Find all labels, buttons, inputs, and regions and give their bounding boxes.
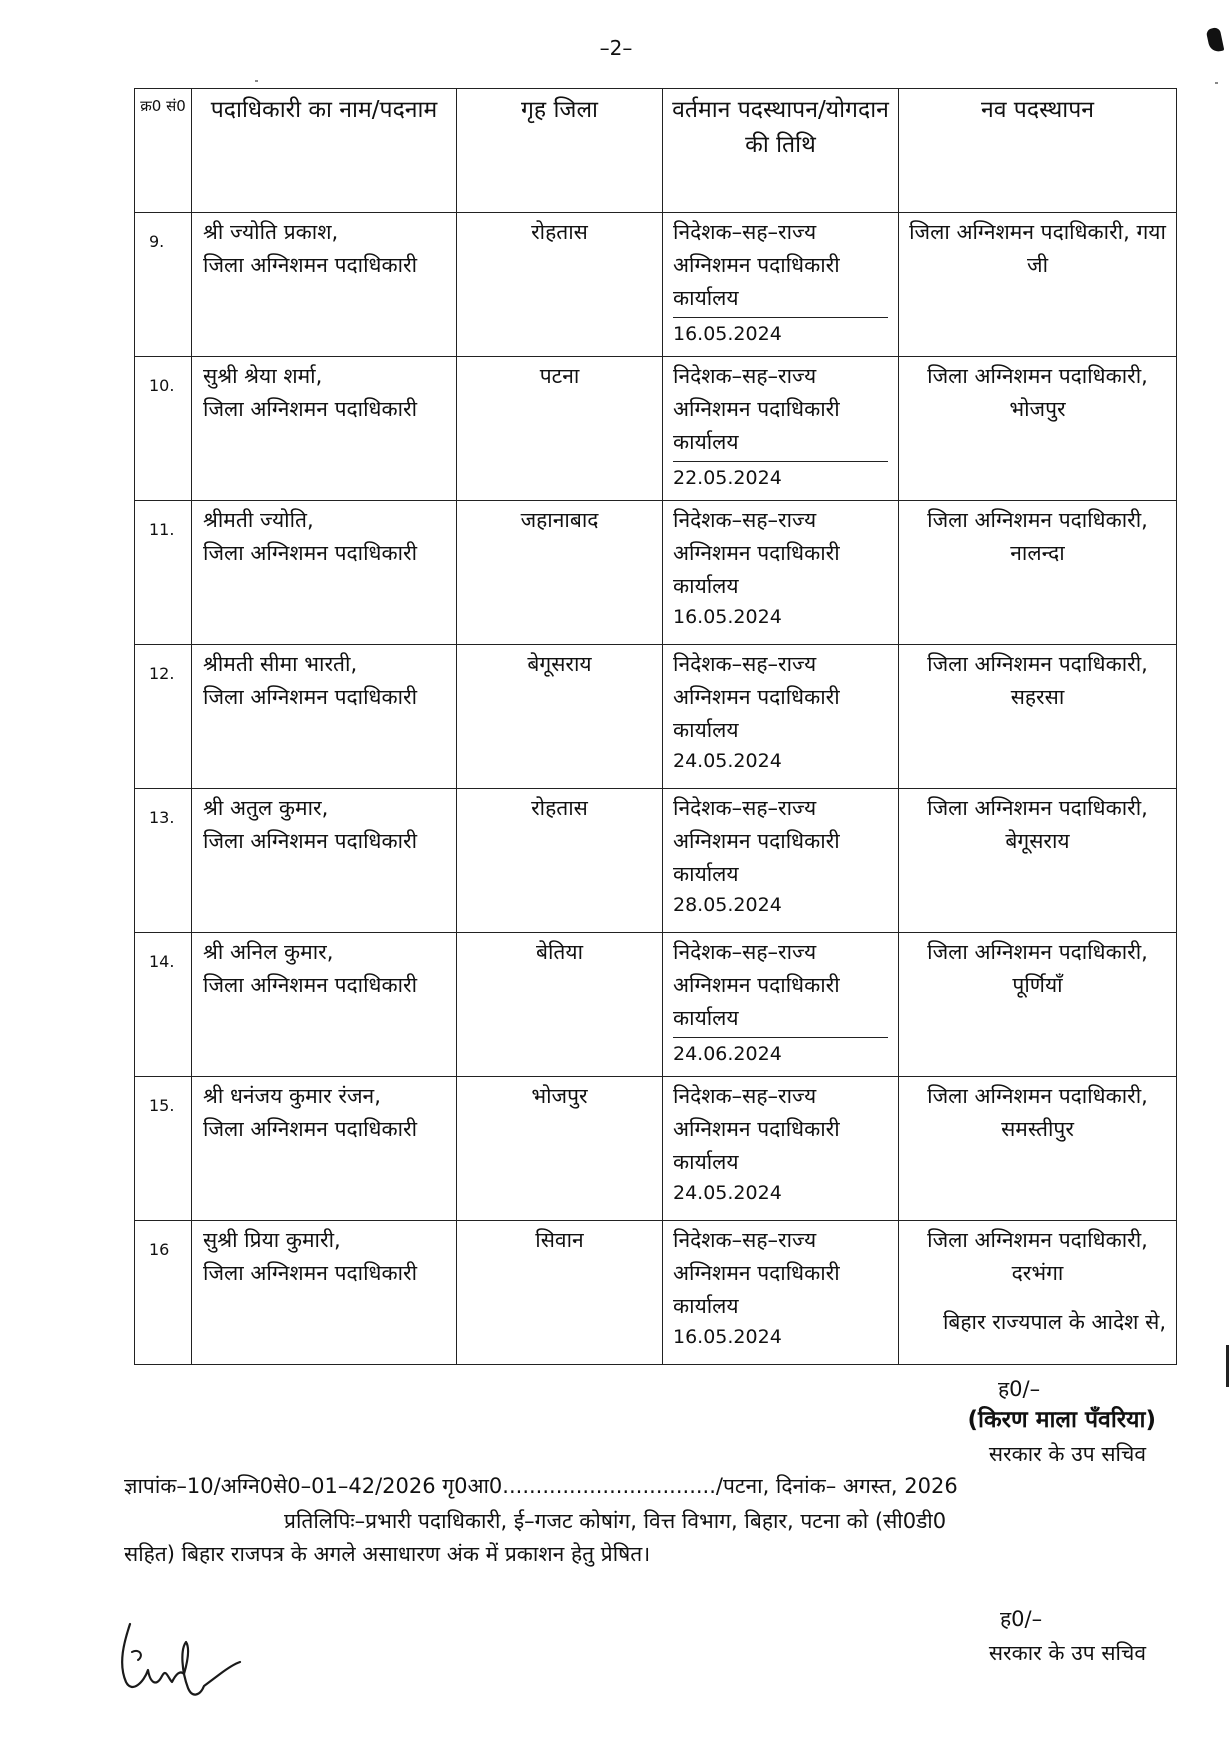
name-cell	[192, 645, 457, 789]
new-posting-cell: जिला अग्निशमन पदाधिकारी, भोजपुर	[899, 357, 1177, 501]
joining-date: 24.06.2024	[673, 1043, 782, 1065]
table-row	[135, 789, 1177, 933]
officer-name: सुश्री प्रिया कुमारी,	[203, 1228, 341, 1252]
new-posting-cell: जिला अग्निशमन पदाधिकारी, सहरसा	[899, 645, 1177, 789]
header-name: पदाधिकारी का नाम/पदनाम	[192, 89, 457, 213]
current-posting: निदेशक–सह–राज्य अग्निशमन पदाधिकारी कार्यालय	[673, 1084, 840, 1174]
home-district-cell: सिवान	[457, 1221, 663, 1365]
serial-cell: 16	[135, 1221, 192, 1365]
home-district-cell: रोहतास	[457, 213, 663, 357]
home-district-cell: बेतिया	[457, 933, 663, 1077]
serial-cell: 9.	[135, 213, 192, 357]
name-cell	[192, 933, 457, 1077]
margin-speck	[255, 80, 258, 82]
copy-to-line-1: प्रतिलिपिः–प्रभारी पदाधिकारी, ई–गजट कोषांग, वित्त विभाग, बिहार, पटना को (सी0डी0	[284, 1509, 947, 1533]
current-posting: निदेशक–सह–राज्य अग्निशमन पदाधिकारी कार्यालय	[673, 1228, 840, 1318]
joining-date: 22.05.2024	[673, 467, 782, 489]
officer-name: (किरण माला पँवरिया)	[967, 1407, 1156, 1433]
table-row	[135, 933, 1177, 1077]
current-posting-cell	[663, 501, 899, 645]
transfer-table	[134, 88, 1177, 1365]
copy-to-line-2: सहित) बिहार राजपत्र के अगले असाधारण अंक में प्रकाशन हेतु प्रेषित।	[124, 1542, 651, 1566]
joining-date: 16.05.2024	[673, 606, 782, 628]
memo-officer-title: सरकार के उप सचिव	[988, 1641, 1146, 1665]
officer-designation: जिला अग्निशमन पदाधिकारी	[203, 1117, 418, 1141]
new-posting-cell: जिला अग्निशमन पदाधिकारी, समस्तीपुर	[899, 1077, 1177, 1221]
serial-cell: 11.	[135, 501, 192, 645]
officer-designation: जिला अग्निशमन पदाधिकारी	[203, 541, 418, 565]
joining-date: 24.05.2024	[673, 1182, 782, 1204]
officer-name: श्रीमती सीमा भारती,	[203, 652, 358, 676]
header-serial: क्र0 सं0	[135, 89, 192, 213]
name-cell	[192, 1221, 457, 1365]
current-posting-cell	[663, 213, 899, 357]
current-posting: निदेशक–सह–राज्य अग्निशमन पदाधिकारी कार्यालय	[673, 940, 840, 1030]
name-cell	[192, 789, 457, 933]
current-posting-cell	[663, 933, 899, 1077]
officer-title: सरकार के उप सचिव	[988, 1442, 1146, 1466]
officer-designation: जिला अग्निशमन पदाधिकारी	[203, 973, 418, 997]
current-posting-cell	[663, 645, 899, 789]
officer-name: श्री धनंजय कुमार रंजन,	[203, 1084, 381, 1108]
memo-reference: ज्ञापांक–10/अग्नि0से0–01–42/2026 गृ0आ0................................/पटना, दिनांक– अगस्त, 2026	[124, 1474, 958, 1498]
new-posting-cell: जिला अग्निशमन पदाधिकारी, दरभंगा	[899, 1221, 1177, 1365]
current-posting-cell	[663, 1221, 899, 1365]
joining-date: 16.05.2024	[673, 1326, 782, 1348]
new-posting-cell: जिला अग्निशमन पदाधिकारी, पूर्णियाँ	[899, 933, 1177, 1077]
current-posting: निदेशक–सह–राज्य अग्निशमन पदाधिकारी कार्यालय	[673, 508, 840, 598]
officer-name: श्री अनिल कुमार,	[203, 940, 334, 964]
table-row	[135, 645, 1177, 789]
name-cell	[192, 213, 457, 357]
home-district-cell: भोजपुर	[457, 1077, 663, 1221]
order-authority: बिहार राज्यपाल के आदेश से,	[942, 1310, 1166, 1334]
current-posting: निदेशक–सह–राज्य अग्निशमन पदाधिकारी कार्यालय	[673, 220, 840, 310]
handwritten-initials	[110, 1612, 250, 1702]
current-posting-cell	[663, 357, 899, 501]
officer-name: श्री ज्योति प्रकाश,	[203, 220, 339, 244]
serial-cell: 12.	[135, 645, 192, 789]
home-district-cell: बेगूसराय	[457, 645, 663, 789]
table-row	[135, 501, 1177, 645]
current-posting: निदेशक–सह–राज्य अग्निशमन पदाधिकारी कार्यालय	[673, 364, 840, 454]
name-cell	[192, 501, 457, 645]
current-posting: निदेशक–सह–राज्य अग्निशमन पदाधिकारी कार्यालय	[673, 796, 840, 886]
officer-designation: जिला अग्निशमन पदाधिकारी	[203, 829, 418, 853]
home-district-cell: जहानाबाद	[457, 501, 663, 645]
new-posting-cell: जिला अग्निशमन पदाधिकारी, बेगूसराय	[899, 789, 1177, 933]
header-current-posting: वर्तमान पदस्थापन/योगदान की तिथि	[663, 89, 899, 213]
joining-date: 16.05.2024	[673, 323, 782, 345]
table-row	[135, 213, 1177, 357]
joining-date: 28.05.2024	[673, 894, 782, 916]
serial-cell: 14.	[135, 933, 192, 1077]
current-posting-cell	[663, 789, 899, 933]
current-posting: निदेशक–सह–राज्य अग्निशमन पदाधिकारी कार्यालय	[673, 652, 840, 742]
officer-designation: जिला अग्निशमन पदाधिकारी	[203, 397, 418, 421]
officer-designation: जिला अग्निशमन पदाधिकारी	[203, 685, 418, 709]
header-new-posting: नव पदस्थापन	[899, 89, 1177, 213]
officer-designation: जिला अग्निशमन पदाधिकारी	[203, 1261, 418, 1285]
signed-mark: ह0/–	[998, 1377, 1041, 1401]
home-district-cell: रोहतास	[457, 789, 663, 933]
table-header-row	[135, 89, 1177, 213]
page-number: –2–	[599, 36, 633, 60]
name-cell	[192, 357, 457, 501]
current-posting-cell	[663, 1077, 899, 1221]
margin-speck	[1215, 82, 1218, 84]
serial-cell: 15.	[135, 1077, 192, 1221]
serial-cell: 13.	[135, 789, 192, 933]
new-posting-cell: जिला अग्निशमन पदाधिकारी, नालन्दा	[899, 501, 1177, 645]
new-posting-cell: जिला अग्निशमन पदाधिकारी, गया जी	[899, 213, 1177, 357]
joining-date: 24.05.2024	[673, 750, 782, 772]
header-home-district: गृह जिला	[457, 89, 663, 213]
officer-name: सुश्री श्रेया शर्मा,	[203, 364, 323, 388]
officer-name: श्री अतुल कुमार,	[203, 796, 329, 820]
table-row	[135, 1221, 1177, 1365]
officer-name: श्रीमती ज्योति,	[203, 508, 314, 532]
serial-cell: 10.	[135, 357, 192, 501]
memo-signed-mark: ह0/–	[1000, 1607, 1043, 1631]
table-row	[135, 1077, 1177, 1221]
officer-designation: जिला अग्निशमन पदाधिकारी	[203, 253, 418, 277]
name-cell	[192, 1077, 457, 1221]
table-row	[135, 357, 1177, 501]
margin-mark	[1226, 1345, 1229, 1387]
home-district-cell: पटना	[457, 357, 663, 501]
